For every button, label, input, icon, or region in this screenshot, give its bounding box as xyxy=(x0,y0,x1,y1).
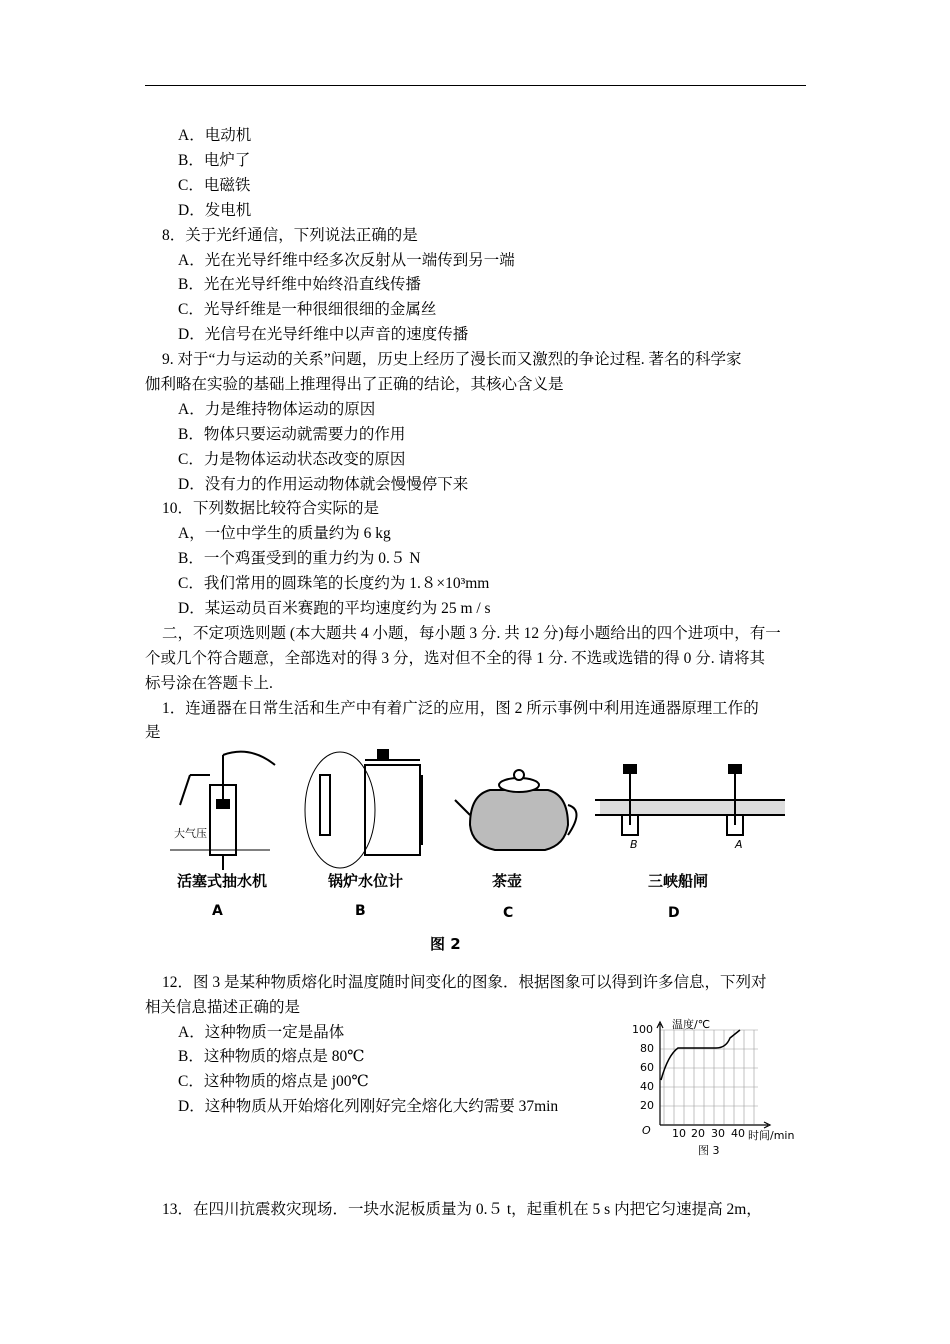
q9-option-d: D．没有力的作用运动物体就会慢慢停下来 xyxy=(178,476,469,493)
figure-3 xyxy=(620,1020,810,1160)
boiler-gauge-drawing xyxy=(305,750,422,868)
section2-line1: 二，不定项选则题 (本大题共 4 小题，每小题 3 分. 共 12 分)每小题给出的四个进项中，有一 xyxy=(162,625,781,642)
fig2-a-annotation: 大气压 xyxy=(174,827,207,840)
section2-line2: 个或几个符合题意，全部选对的得 3 分，选对但不全的得 1 分. 不选或选错的得 0 分. 请将其 xyxy=(145,650,766,667)
q7-option-c: C．电磁铁 xyxy=(178,177,251,194)
fig3-ylabel: 温度/℃ xyxy=(672,1018,711,1031)
fig3-grid xyxy=(660,1030,758,1124)
ship-lock-drawing xyxy=(595,765,785,835)
fig3-origin: O xyxy=(642,1124,651,1137)
q9-option-c: C．力是物体运动状态改变的原因 xyxy=(178,451,406,468)
q9-option-a: A．力是维持物体运动的原因 xyxy=(178,401,376,418)
fig2-letter-a: A xyxy=(212,903,223,919)
q12-option-b: B．这种物质的熔点是 80℃ xyxy=(178,1048,365,1065)
fig2-d-gate-b: B xyxy=(630,838,638,851)
q9-stem-line2: 伽利略在实验的基础上推理得出了正确的结论，其核心含义是 xyxy=(145,376,564,393)
q8-stem: 8．关于光纤通信，下列说法正确的是 xyxy=(162,227,418,244)
fig3-xtick-40: 40 xyxy=(731,1127,745,1140)
fig2-d-gate-a: A xyxy=(735,838,743,851)
q9-option-b: B．物体只要运动就需要力的作用 xyxy=(178,426,406,443)
fig3-ytick-40: 40 xyxy=(640,1080,654,1093)
q12-option-d: D．这种物质从开始熔化列刚好完全熔化大约需要 37min xyxy=(178,1098,559,1115)
q8-option-a: A．光在光导纤维中经多次反射从一端传到另一端 xyxy=(178,252,515,269)
fig3-ytick-60: 60 xyxy=(640,1061,654,1074)
q8-option-d: D．光信号在光导纤维中以声音的速度传播 xyxy=(178,326,469,343)
fig3-curve xyxy=(661,1030,740,1080)
q12-option-c: C．这种物质的熔点是 j00℃ xyxy=(178,1073,369,1090)
fig3-xlabel: 时间/min xyxy=(748,1129,795,1142)
fig3-ytick-100: 100 xyxy=(632,1023,653,1036)
fig3-ytick-20: 20 xyxy=(640,1099,654,1112)
section2-line3: 标号涂在答题卡上. xyxy=(145,675,273,692)
q7-option-a: A．电动机 xyxy=(178,127,252,144)
q10-option-d: D．某运动员百米赛跑的平均速度约为 25 m / s xyxy=(178,600,491,617)
fig3-xtick-20: 20 xyxy=(691,1127,705,1140)
fig2-label-b: 锅炉水位计 xyxy=(328,872,404,890)
teapot-drawing xyxy=(455,770,577,850)
q11-stem-line2: 是 xyxy=(145,724,161,741)
fig3-caption: 图 3 xyxy=(698,1144,720,1157)
figure-2 xyxy=(160,745,800,960)
figure-2-drawings xyxy=(160,745,800,960)
q12-stem-line2: 相关信息描述正确的是 xyxy=(145,999,301,1016)
fig2-label-c: 茶壶 xyxy=(492,872,523,890)
q13-stem: 13．在四川抗震救灾现场．一块水泥板质量为 0.５ t，起重机在 5 s 内把它匀速提高 2m， xyxy=(162,1201,762,1218)
q8-option-c: C．光导纤维是一种很细很细的金属丝 xyxy=(178,301,437,318)
q7-option-b: B．电炉了 xyxy=(178,152,251,169)
header-rule xyxy=(145,85,806,86)
q10-option-a: A，一位中学生的质量约为 6 kg xyxy=(178,525,391,542)
q9-stem-line1: 9. 对于“力与运动的关系”问题，历史上经历了漫长而又激烈的争论过程. 著名的科学家 xyxy=(162,351,742,368)
q8-option-b: B．光在光导纤维中始终沿直线传播 xyxy=(178,276,421,293)
fig2-label-a: 活塞式抽水机 xyxy=(177,872,268,890)
fig2-letter-b: B xyxy=(355,903,366,919)
q7-option-d: D．发电机 xyxy=(178,202,252,219)
fig2-label-d: 三峡船闸 xyxy=(648,872,709,890)
fig3-ytick-80: 80 xyxy=(640,1042,654,1055)
q12-stem-line1: 12．图 3 是某种物质熔化时温度随时间变化的图象．根据图象可以得到许多信息，下列对 xyxy=(162,974,767,991)
q12-option-a: A．这种物质一定是晶体 xyxy=(178,1024,345,1041)
fig2-letter-d: D xyxy=(668,905,680,921)
q10-option-c: C．我们常用的圆珠笔的长度约为 1.８×10³mm xyxy=(178,575,490,592)
fig3-xtick-30: 30 xyxy=(711,1127,725,1140)
q10-option-b: B．一个鸡蛋受到的重力约为 0.５ N xyxy=(178,550,421,567)
q10-stem: 10．下列数据比较符合实际的是 xyxy=(162,500,380,517)
q11-stem-line1: 1．连通器在日常生活和生产中有着广泛的应用，图 2 所示事例中利用连通器原理工作的 xyxy=(162,700,759,717)
fig2-caption: 图 2 xyxy=(430,935,461,953)
fig3-xtick-10: 10 xyxy=(672,1127,686,1140)
piston-pump-drawing xyxy=(170,752,275,870)
fig2-letter-c: C xyxy=(503,905,514,921)
